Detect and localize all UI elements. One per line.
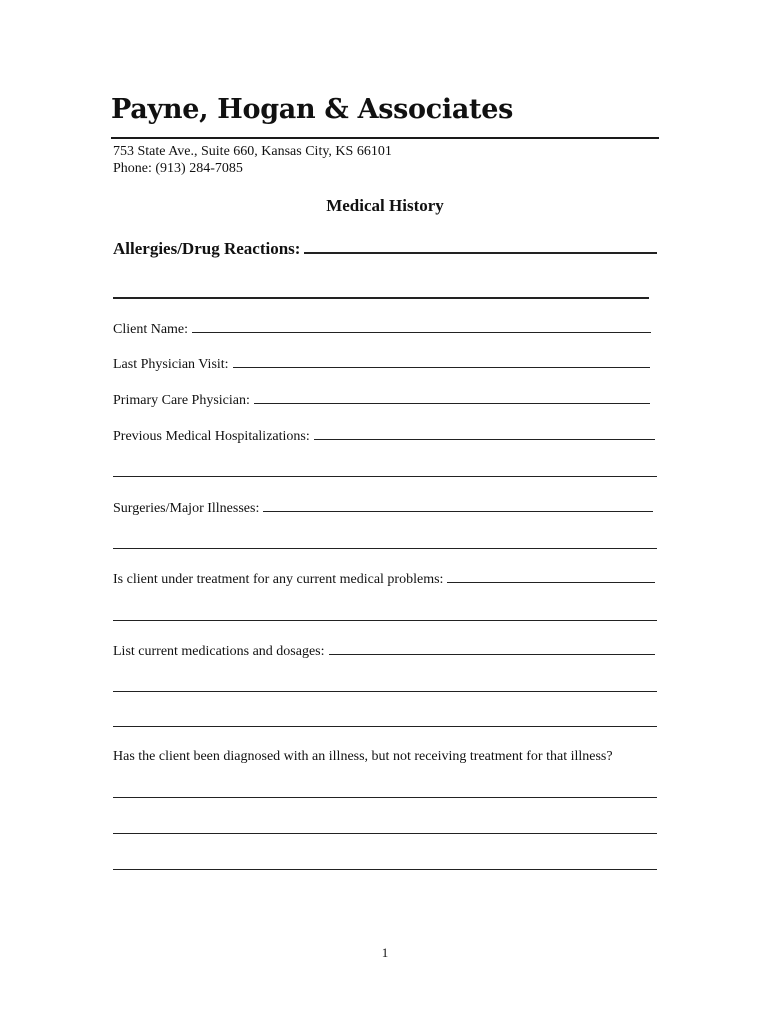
medications-label: List current medications and dosages: [113,644,325,659]
previous-hospitalizations-continuation-line[interactable] [113,476,657,477]
previous-hospitalizations-label: Previous Medical Hospitalizations: [113,429,310,444]
last-physician-visit-label: Last Physician Visit: [113,357,229,372]
surgeries-row [113,499,653,518]
allergies-label: Allergies/Drug Reactions: [113,239,301,258]
last-physician-visit-row [113,355,650,374]
diagnosed-not-treated-row [113,748,613,766]
medications-field[interactable] [329,642,656,655]
current-treatment-label: Is client under treatment for any current medical problems: [113,572,444,587]
header-divider [111,137,659,139]
allergies-field[interactable] [304,238,657,254]
primary-care-physician-row [113,391,650,410]
firm-phone: Phone: (913) 284-7085 [113,161,243,176]
diagnosed-not-treated-label: Has the client been diagnosed with an illness, but not receiving treatment for that illness? [113,749,613,764]
diagnosed-not-treated-line-1[interactable] [113,797,657,798]
medications-row [113,642,655,661]
previous-hospitalizations-field[interactable] [314,427,655,440]
client-name-row [113,320,651,339]
current-treatment-field[interactable] [447,570,655,583]
surgeries-field[interactable] [263,499,653,512]
medications-continuation-line-1[interactable] [113,691,657,692]
firm-name: Payne, Hogan & Associates [111,94,513,125]
last-physician-visit-field[interactable] [233,355,650,368]
form-title: Medical History [326,196,444,215]
surgeries-label: Surgeries/Major Illnesses: [113,501,260,516]
current-treatment-row [113,570,655,589]
allergies-continuation-line[interactable] [113,297,649,299]
medications-continuation-line-2[interactable] [113,726,657,727]
primary-care-physician-label: Primary Care Physician: [113,393,250,408]
diagnosed-not-treated-line-2[interactable] [113,833,657,834]
primary-care-physician-field[interactable] [254,391,650,404]
surgeries-continuation-line[interactable] [113,548,657,549]
allergies-row [113,238,657,259]
client-name-label: Client Name: [113,322,189,337]
previous-hospitalizations-row [113,427,655,446]
current-treatment-continuation-line[interactable] [113,620,657,621]
client-name-field[interactable] [192,320,651,333]
diagnosed-not-treated-line-3[interactable] [113,869,657,870]
firm-address: 753 State Ave., Suite 660, Kansas City, KS 66101 [113,144,392,159]
page-number: 1 [381,945,389,960]
